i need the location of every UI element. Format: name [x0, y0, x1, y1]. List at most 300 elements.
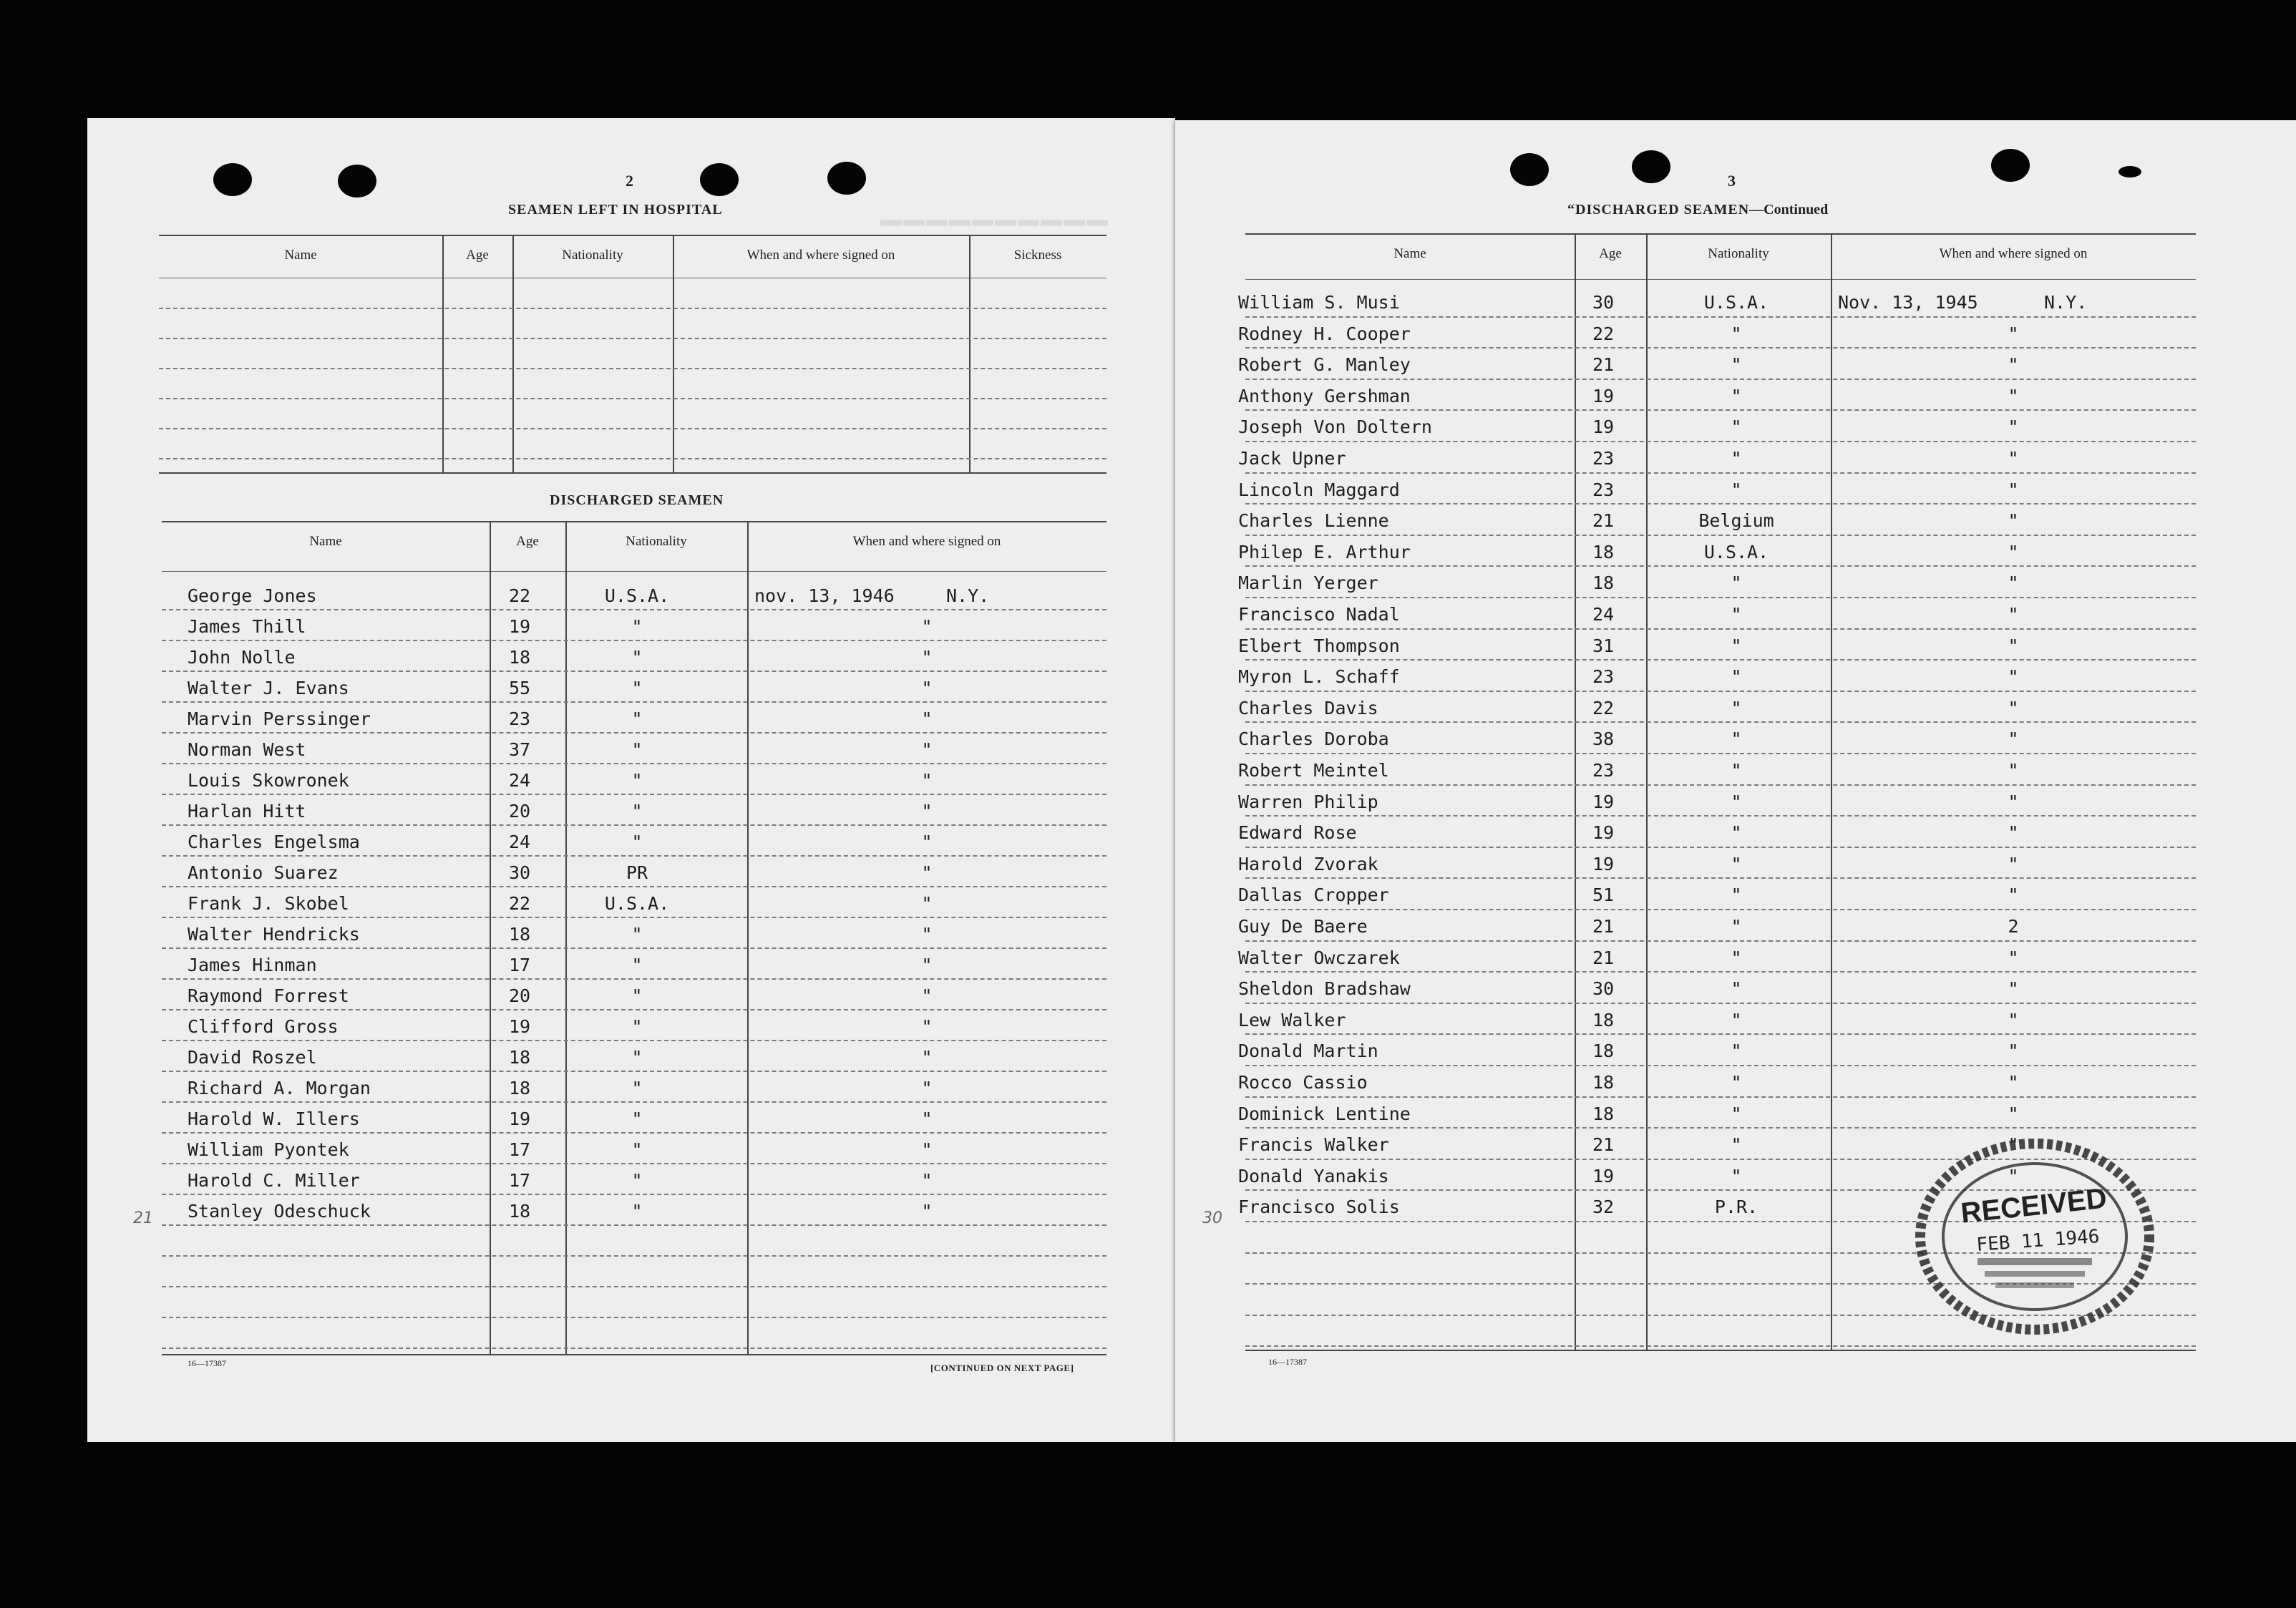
seaman-age: 18	[508, 924, 531, 945]
seaman-age: 18	[508, 1201, 531, 1222]
seaman-nationality: "	[631, 832, 643, 852]
column-header: Age	[1599, 246, 1622, 261]
punch-hole	[1632, 150, 1670, 183]
signed-on-date: "	[2008, 1165, 2019, 1186]
signed-on-date: "	[2008, 760, 2019, 781]
form-number: 16—17387	[188, 1358, 226, 1368]
row-rule	[159, 398, 1106, 399]
signed-on-date: "	[2008, 978, 2019, 1000]
seaman-name: William S. Musi	[1238, 292, 1400, 313]
punch-hole	[827, 162, 866, 195]
row-rule	[162, 609, 1106, 610]
seaman-nationality: "	[1731, 822, 1742, 844]
seaman-nationality: PR	[626, 862, 648, 883]
seaman-nationality: "	[631, 985, 643, 1006]
row-rule	[162, 701, 1106, 703]
row-rule	[159, 338, 1106, 339]
seaman-nationality: P.R.	[1714, 1197, 1759, 1218]
row-rule	[162, 1224, 1106, 1226]
column-header: When and where signed on	[852, 534, 1001, 549]
seaman-nationality: "	[1731, 323, 1742, 344]
seaman-name: Jack Upner	[1238, 448, 1346, 469]
seaman-nationality: "	[1731, 1165, 1742, 1186]
column-header: Age	[466, 248, 489, 263]
form-number: 16—17387	[1268, 1357, 1307, 1367]
seaman-name: William Pyontek	[188, 1139, 349, 1160]
seaman-nationality: "	[1731, 947, 1742, 968]
signed-on-date: "	[921, 708, 933, 729]
row-rule	[162, 1286, 1106, 1287]
table-rule	[1245, 279, 2196, 280]
row-rule	[159, 308, 1106, 309]
column-rule	[1646, 233, 1648, 1350]
row-rule	[1245, 971, 2196, 973]
row-rule	[162, 886, 1106, 887]
seaman-name: John Nolle	[188, 647, 296, 668]
seaman-nationality: "	[631, 1108, 643, 1129]
punch-hole	[338, 165, 376, 198]
signed-on-date: "	[2008, 416, 2019, 438]
seaman-name: Edward Rose	[1238, 822, 1357, 844]
signed-on-date: "	[921, 862, 933, 883]
row-rule	[1245, 691, 2196, 692]
seaman-nationality: "	[631, 647, 643, 668]
row-rule	[1245, 409, 2196, 411]
signed-on-date: 2	[2008, 916, 2019, 937]
seaman-name: Marvin Perssinger	[188, 708, 371, 729]
seaman-age: 23	[1592, 666, 1615, 688]
signed-on-place: N.Y.	[2044, 292, 2088, 313]
signed-on-date: "	[921, 1170, 933, 1191]
signed-on-date: "	[2008, 666, 2019, 688]
column-header: When and where signed on	[746, 248, 895, 263]
punch-hole	[700, 163, 739, 196]
seaman-nationality: "	[631, 1047, 643, 1068]
row-rule	[162, 1009, 1106, 1010]
seaman-name: Lincoln Maggard	[1238, 479, 1400, 500]
seaman-age: 17	[508, 1139, 531, 1160]
signed-on-date: nov. 13, 1946	[754, 585, 895, 606]
signed-on-date: "	[2008, 510, 2019, 532]
seaman-age: 22	[1592, 323, 1615, 344]
seaman-name: Walter Owczarek	[1238, 947, 1400, 968]
seaman-age: 20	[508, 985, 531, 1006]
row-rule	[1245, 347, 2196, 349]
seaman-name: Stanley Odeschuck	[188, 1201, 371, 1222]
punch-hole	[2119, 166, 2141, 177]
seaman-nationality: "	[1731, 791, 1742, 812]
page-number: 3	[1728, 172, 1736, 190]
signed-on-date: "	[2008, 1134, 2019, 1156]
column-rule	[512, 235, 514, 472]
title-main: DISCHARGED SEAMEN	[1575, 202, 1750, 218]
seaman-name: Lew Walker	[1238, 1009, 1346, 1030]
signed-on-date: "	[921, 1201, 933, 1222]
seaman-nationality: "	[1731, 1041, 1742, 1062]
column-rule	[442, 235, 444, 472]
seaman-name: Philep E. Arthur	[1238, 541, 1411, 562]
seaman-age: 19	[1592, 822, 1615, 844]
discharged-section-title: DISCHARGED SEAMEN	[550, 492, 724, 508]
row-rule	[1245, 784, 2196, 786]
seaman-name: Walter Hendricks	[188, 924, 360, 945]
row-rule	[162, 640, 1106, 641]
row-rule	[1245, 940, 2196, 942]
seaman-name: Harold C. Miller	[188, 1170, 360, 1191]
signed-on-date: "	[921, 739, 933, 760]
table-rule	[162, 1354, 1106, 1355]
seaman-name: Elbert Thompson	[1238, 635, 1400, 656]
signed-on-date: "	[2008, 354, 2019, 376]
table-rule	[162, 571, 1106, 572]
seaman-nationality: "	[631, 1201, 643, 1222]
row-rule	[162, 1348, 1106, 1349]
seaman-name: Harold W. Illers	[188, 1108, 360, 1129]
column-header: Nationality	[1708, 246, 1769, 261]
seaman-age: 18	[1592, 1041, 1615, 1062]
table-rule	[1245, 1350, 2196, 1351]
seaman-name: Walter J. Evans	[188, 678, 349, 698]
seaman-nationality: "	[1731, 697, 1742, 718]
signed-on-date: "	[2008, 385, 2019, 406]
seaman-age: 24	[508, 770, 531, 791]
signed-on-date: "	[2008, 604, 2019, 625]
signed-on-date: "	[2008, 572, 2019, 594]
page-number: 2	[626, 172, 633, 190]
row-rule	[162, 917, 1106, 918]
row-rule	[1245, 1033, 2196, 1035]
title-cont: —Continued	[1749, 202, 1829, 218]
column-header: Age	[516, 534, 539, 549]
hospital-section-title: SEAMEN LEFT IN HOSPITAL	[508, 202, 723, 218]
seaman-name: Warren Philip	[1238, 791, 1378, 812]
seaman-name: George Jones	[188, 585, 317, 606]
row-rule	[162, 1132, 1106, 1134]
punch-hole	[213, 163, 252, 196]
seaman-nationality: "	[1731, 385, 1742, 406]
seaman-nationality: "	[1731, 978, 1742, 1000]
signed-on-date: "	[2008, 1041, 2019, 1062]
signed-on-date: "	[2008, 1009, 2019, 1030]
row-rule	[1245, 597, 2196, 598]
seaman-nationality: "	[631, 739, 643, 760]
seaman-age: 19	[1592, 1165, 1615, 1186]
seaman-name: Dominick Lentine	[1238, 1103, 1411, 1124]
seaman-age: 18	[1592, 1009, 1615, 1030]
seaman-age: 17	[508, 1170, 531, 1191]
signed-on-date: "	[921, 647, 933, 668]
signed-on-date: "	[921, 1108, 933, 1129]
seaman-age: 21	[1592, 916, 1615, 937]
row-rule	[1245, 815, 2196, 817]
signed-on-date: "	[2008, 1072, 2019, 1093]
column-rule	[673, 235, 674, 472]
seaman-age: 22	[1592, 697, 1615, 718]
seaman-nationality: "	[1731, 572, 1742, 594]
seaman-age: 38	[1592, 729, 1615, 750]
seaman-name: James Thill	[188, 616, 306, 637]
seaman-name: Donald Martin	[1238, 1041, 1378, 1062]
row-rule	[162, 1194, 1106, 1195]
seaman-age: 37	[508, 739, 531, 760]
column-header: Name	[284, 248, 317, 263]
signed-on-date: "	[2008, 947, 2019, 968]
seaman-age: 24	[1592, 604, 1615, 625]
seaman-age: 32	[1592, 1197, 1615, 1218]
signed-on-date: "	[2008, 885, 2019, 906]
seaman-age: 23	[1592, 448, 1615, 469]
seaman-name: Charles Doroba	[1238, 729, 1389, 750]
signed-on-date: "	[2008, 697, 2019, 718]
seaman-name: Francisco Nadal	[1238, 604, 1400, 625]
row-rule	[1245, 472, 2196, 474]
seaman-name: Charles Lienne	[1238, 510, 1389, 532]
row-rule	[1245, 379, 2196, 380]
row-rule	[162, 855, 1106, 857]
seaman-nationality: "	[631, 924, 643, 945]
row-rule	[162, 1071, 1106, 1072]
seaman-name: Joseph Von Doltern	[1238, 416, 1432, 438]
signed-on-date: "	[921, 1078, 933, 1098]
seaman-name: Anthony Gershman	[1238, 385, 1411, 406]
signed-on-date: "	[921, 985, 933, 1006]
row-rule	[162, 1317, 1106, 1318]
seaman-age: 18	[508, 1078, 531, 1098]
seaman-age: 21	[1592, 947, 1615, 968]
column-header: Nationality	[626, 534, 687, 549]
signed-on-date: "	[2008, 729, 2019, 750]
seaman-nationality: U.S.A.	[604, 585, 670, 606]
seaman-age: 19	[1592, 416, 1615, 438]
seaman-age: 19	[1592, 385, 1615, 406]
stamp-text: RECEIVED	[1959, 1182, 2108, 1229]
seaman-age: 30	[1592, 978, 1615, 1000]
table-rule	[159, 235, 1106, 236]
seaman-age: 18	[508, 1047, 531, 1068]
row-rule	[1245, 628, 2196, 630]
seaman-nationality: "	[1731, 916, 1742, 937]
signed-on-date: "	[2008, 853, 2019, 874]
row-rule	[162, 1163, 1106, 1164]
signed-on-date: "	[921, 924, 933, 945]
seaman-nationality: "	[631, 708, 643, 729]
seaman-nationality: U.S.A.	[1703, 292, 1769, 313]
seaman-name: Harold Zvorak	[1238, 853, 1378, 874]
seaman-nationality: "	[1731, 729, 1742, 750]
seaman-name: David Roszel	[188, 1047, 317, 1068]
stamp-date: FEB 11 1946	[1975, 1226, 2101, 1256]
seaman-age: 23	[1592, 760, 1615, 781]
row-rule	[162, 794, 1106, 795]
seaman-age: 18	[508, 647, 531, 668]
signed-on-date: "	[2008, 1103, 2019, 1124]
seaman-nationality: "	[1731, 479, 1742, 500]
seaman-name: Richard A. Morgan	[188, 1078, 371, 1098]
seaman-age: 19	[1592, 853, 1615, 874]
signed-on-date: "	[2008, 323, 2019, 344]
seaman-nationality: U.S.A.	[1703, 541, 1769, 562]
seaman-name: Myron L. Schaff	[1238, 666, 1400, 688]
seaman-nationality: "	[1731, 666, 1742, 688]
seaman-age: 51	[1592, 885, 1615, 906]
seaman-name: Louis Skowronek	[188, 770, 349, 791]
seaman-name: Norman West	[188, 739, 306, 760]
seaman-name: Charles Engelsma	[188, 832, 360, 852]
signed-on-date: "	[921, 770, 933, 791]
seaman-name: Donald Yanakis	[1238, 1165, 1389, 1186]
seaman-age: 17	[508, 955, 531, 975]
row-rule	[159, 368, 1106, 369]
row-rule	[159, 428, 1106, 429]
discharged-continued-title: “DISCHARGED SEAMEN—Continued	[1567, 202, 1829, 218]
seaman-nationality: "	[1731, 1103, 1742, 1124]
signed-on-date: "	[921, 678, 933, 698]
signed-on-date: Nov. 13, 1945	[1838, 292, 1978, 313]
seaman-nationality: "	[1731, 853, 1742, 874]
signed-on-date: "	[2008, 541, 2019, 562]
row-rule	[162, 1255, 1106, 1257]
margin-note: 21	[133, 1209, 153, 1227]
seaman-name: Frank J. Skobel	[188, 893, 349, 914]
row-rule	[159, 458, 1106, 459]
signed-on-date: "	[921, 1139, 933, 1160]
seaman-age: 31	[1592, 635, 1615, 656]
seaman-name: Rocco Cassio	[1238, 1072, 1368, 1093]
seaman-age: 30	[1592, 292, 1615, 313]
row-rule	[1245, 877, 2196, 879]
row-rule	[1245, 659, 2196, 661]
seaman-nationality: "	[631, 955, 643, 975]
seaman-nationality: "	[631, 1078, 643, 1098]
seaman-age: 21	[1592, 510, 1615, 532]
seaman-name: Antonio Suarez	[188, 862, 339, 883]
seaman-nationality: "	[631, 801, 643, 822]
seaman-name: Dallas Cropper	[1238, 885, 1389, 906]
seaman-age: 18	[1592, 572, 1615, 594]
signed-on-date: "	[921, 955, 933, 975]
row-rule	[162, 1101, 1106, 1103]
seaman-name: Francis Walker	[1238, 1134, 1389, 1156]
row-rule	[162, 763, 1106, 764]
seaman-age: 21	[1592, 354, 1615, 376]
seaman-nationality: "	[1731, 885, 1742, 906]
seaman-nationality: "	[1731, 1134, 1742, 1156]
row-rule	[1245, 316, 2196, 318]
signed-on-date: "	[921, 1047, 933, 1068]
signed-on-date: "	[2008, 448, 2019, 469]
seaman-nationality: "	[1731, 1009, 1742, 1030]
row-rule	[1245, 909, 2196, 910]
seaman-nationality: "	[631, 616, 643, 637]
seaman-nationality: "	[1731, 760, 1742, 781]
row-rule	[1245, 1003, 2196, 1004]
seaman-age: 23	[1592, 479, 1615, 500]
seaman-name: Rodney H. Cooper	[1238, 323, 1411, 344]
row-rule	[1245, 1345, 2196, 1347]
row-rule	[162, 1040, 1106, 1041]
row-rule	[162, 947, 1106, 949]
seaman-age: 24	[508, 832, 531, 852]
signed-on-date: "	[2008, 635, 2019, 656]
seaman-name: Francisco Solis	[1238, 1197, 1400, 1218]
seaman-nationality: "	[631, 1016, 643, 1037]
seaman-age: 19	[508, 616, 531, 637]
row-rule	[162, 824, 1106, 826]
seaman-age: 19	[508, 1016, 531, 1037]
seaman-nationality: "	[1731, 448, 1742, 469]
signed-on-date: "	[2008, 822, 2019, 844]
seaman-age: 19	[1592, 791, 1615, 812]
seaman-name: Harlan Hitt	[188, 801, 306, 822]
seaman-age: 20	[508, 801, 531, 822]
table-rule	[162, 521, 1106, 522]
column-header: When and where signed on	[1939, 246, 2088, 261]
seaman-nationality: Belgium	[1698, 510, 1774, 532]
margin-note: 30	[1202, 1209, 1222, 1227]
seaman-age: 23	[508, 708, 531, 729]
seaman-age: 22	[508, 893, 531, 914]
signed-on-date: "	[2008, 479, 2019, 500]
seaman-nationality: "	[1731, 604, 1742, 625]
seaman-age: 22	[508, 585, 531, 606]
seaman-name: Raymond Forrest	[188, 985, 349, 1006]
column-header: Name	[309, 534, 342, 549]
seaman-age: 18	[1592, 1103, 1615, 1124]
seaman-name: Robert Meintel	[1238, 760, 1389, 781]
row-rule	[162, 671, 1106, 672]
signed-on-date: "	[921, 893, 933, 914]
row-rule	[1245, 847, 2196, 848]
seaman-nationality: "	[1731, 416, 1742, 438]
seaman-age: 19	[508, 1108, 531, 1129]
punch-hole	[1991, 149, 2030, 182]
received-stamp	[1910, 1131, 2160, 1338]
signed-on-date: "	[921, 801, 933, 822]
row-rule	[1245, 1127, 2196, 1129]
table-rule	[1245, 233, 2196, 235]
signed-on-date: "	[921, 616, 933, 637]
row-rule	[162, 978, 1106, 980]
column-header: Sickness	[1013, 248, 1062, 263]
row-rule	[1245, 565, 2196, 567]
seaman-name: Marlin Yerger	[1238, 572, 1378, 594]
row-rule	[1245, 721, 2196, 723]
seaman-name: Sheldon Bradshaw	[1238, 978, 1411, 1000]
seaman-name: Clifford Gross	[188, 1016, 339, 1037]
continued-note: [CONTINUED ON NEXT PAGE]	[930, 1363, 1074, 1373]
row-rule	[1245, 535, 2196, 536]
column-rule	[969, 235, 971, 472]
seaman-age: 18	[1592, 541, 1615, 562]
signed-on-date: "	[921, 1016, 933, 1037]
column-header: Name	[1393, 246, 1426, 261]
seaman-nationality: "	[631, 678, 643, 698]
seaman-nationality: "	[631, 770, 643, 791]
seaman-name: Guy De Baere	[1238, 916, 1368, 937]
seaman-age: 21	[1592, 1134, 1615, 1156]
signed-on-place: N.Y.	[946, 585, 990, 606]
bleed-through: ▬▬▬▬▬▬▬▬▬▬	[880, 208, 1109, 231]
row-rule	[1245, 441, 2196, 442]
punch-hole	[1510, 153, 1549, 186]
seaman-name: Charles Davis	[1238, 697, 1378, 718]
row-rule	[162, 732, 1106, 734]
row-rule	[1245, 1065, 2196, 1066]
row-rule	[1245, 753, 2196, 754]
seaman-age: 30	[508, 862, 531, 883]
row-rule	[1245, 1096, 2196, 1098]
seaman-nationality: "	[1731, 1072, 1742, 1093]
